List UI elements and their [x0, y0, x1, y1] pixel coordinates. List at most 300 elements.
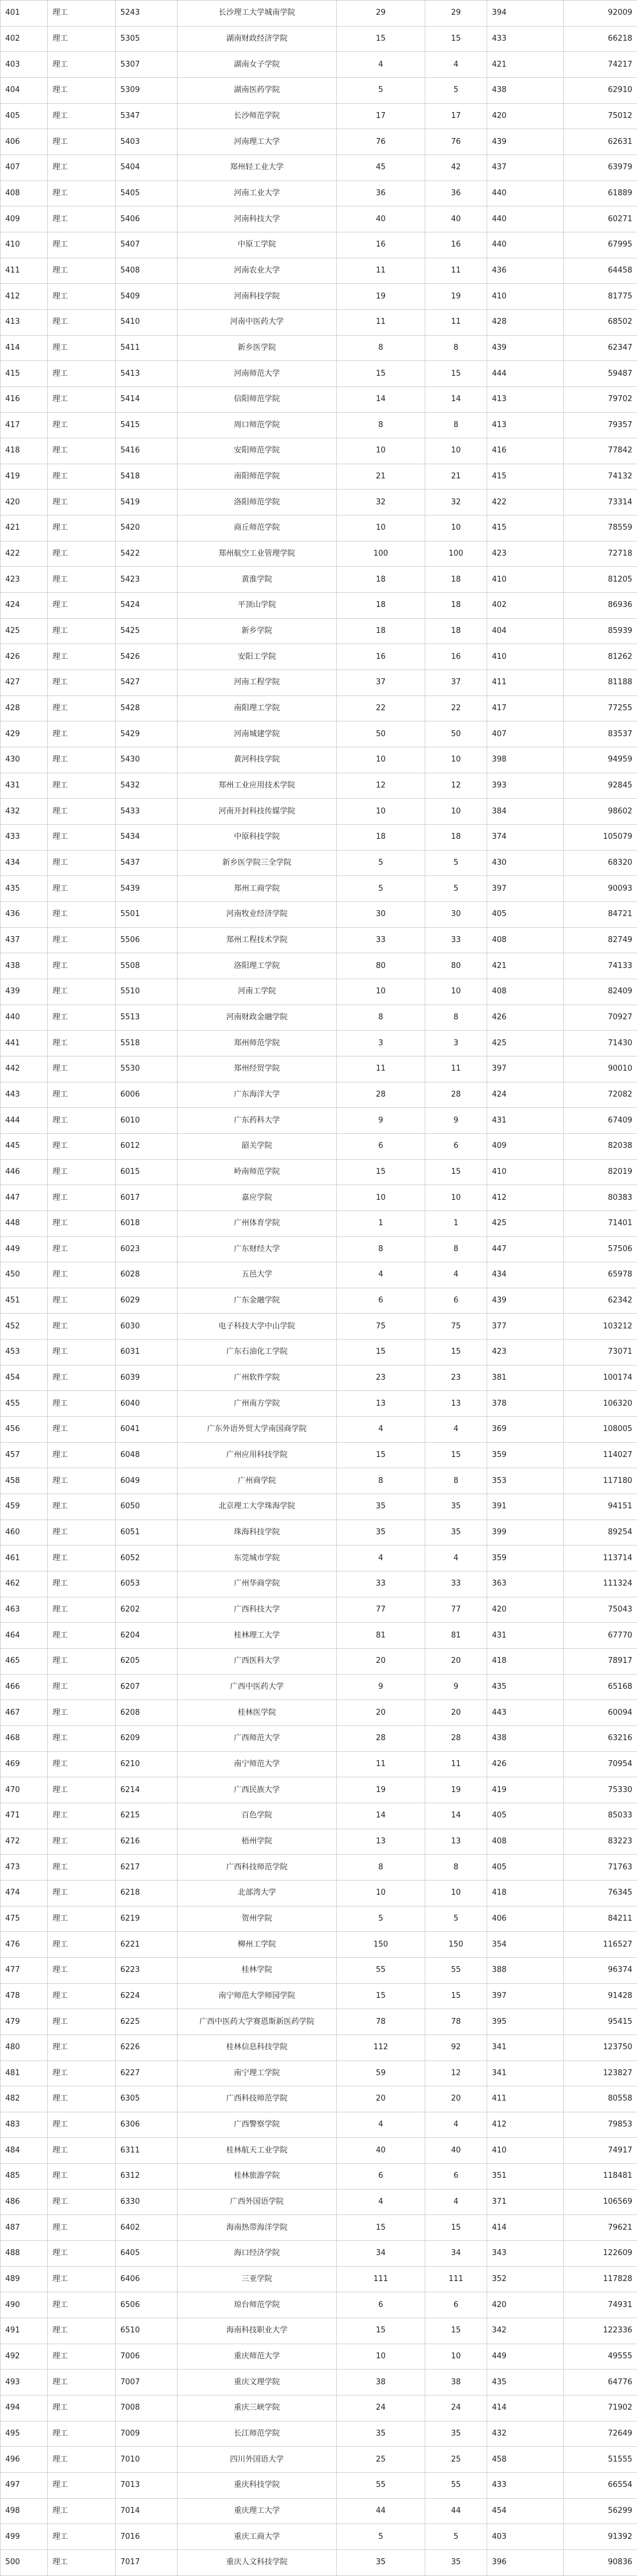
row-index-cell: 428 [1, 695, 48, 721]
table-row [1, 155, 637, 181]
row-index-cell: 438 [1, 953, 48, 979]
plan-count-cell: 10 [337, 1880, 425, 1906]
min-rank-cell: 79357 [564, 412, 637, 438]
row-index-cell: 473 [1, 1855, 48, 1881]
min-rank-cell: 56299 [564, 2498, 637, 2524]
school-code-cell: 5437 [116, 850, 178, 876]
school-code-cell: 7010 [116, 2447, 178, 2473]
admitted-count-cell: 6 [425, 1288, 487, 1314]
admitted-count-cell: 13 [425, 1829, 487, 1855]
plan-count-cell: 18 [337, 593, 425, 619]
school-name-cell: 电子科技大学中山学院 [178, 1314, 337, 1340]
admitted-count-cell: 18 [425, 567, 487, 593]
table-row [1, 593, 637, 619]
category-cell: 理工 [48, 1674, 116, 1700]
table-row [1, 2447, 637, 2473]
category-cell: 理工 [48, 2009, 116, 2035]
school-code-cell: 5513 [116, 1005, 178, 1031]
admitted-count-cell: 1 [425, 1210, 487, 1236]
row-index-cell: 417 [1, 412, 48, 438]
admitted-count-cell: 40 [425, 2138, 487, 2164]
table-row [1, 2112, 637, 2138]
min-score-cell: 354 [487, 1932, 564, 1958]
min-score-cell: 426 [487, 1751, 564, 1777]
school-code-cell: 5432 [116, 773, 178, 799]
school-name-cell: 长沙理工大学城南学院 [178, 1, 337, 27]
plan-count-cell: 9 [337, 1674, 425, 1700]
plan-count-cell: 8 [337, 1236, 425, 1262]
admitted-count-cell: 4 [425, 52, 487, 78]
category-cell: 理工 [48, 2060, 116, 2086]
school-code-cell: 5428 [116, 695, 178, 721]
category-cell: 理工 [48, 2189, 116, 2215]
table-row [1, 386, 637, 412]
school-code-cell: 7006 [116, 2344, 178, 2370]
row-index-cell: 498 [1, 2498, 48, 2524]
min-score-cell: 432 [487, 2421, 564, 2447]
table-row [1, 52, 637, 78]
category-cell: 理工 [48, 1340, 116, 1366]
table-body [1, 1, 637, 2576]
min-score-cell: 439 [487, 129, 564, 155]
school-code-cell: 6202 [116, 1597, 178, 1623]
school-name-cell: 广西中医药大学赛恩斯新医药学院 [178, 2009, 337, 2035]
min-rank-cell: 72718 [564, 541, 637, 567]
min-score-cell: 433 [487, 2473, 564, 2499]
min-score-cell: 359 [487, 1442, 564, 1468]
plan-count-cell: 35 [337, 1494, 425, 1520]
plan-count-cell: 16 [337, 232, 425, 258]
category-cell: 理工 [48, 670, 116, 696]
school-name-cell: 河南开封科技传媒学院 [178, 799, 337, 825]
min-rank-cell: 82038 [564, 1133, 637, 1159]
plan-count-cell: 10 [337, 799, 425, 825]
min-score-cell: 438 [487, 77, 564, 103]
school-code-cell: 5510 [116, 979, 178, 1005]
admitted-count-cell: 5 [425, 850, 487, 876]
table-row [1, 825, 637, 851]
admitted-count-cell: 8 [425, 1855, 487, 1881]
row-index-cell: 403 [1, 52, 48, 78]
category-cell: 理工 [48, 2034, 116, 2060]
admitted-count-cell: 34 [425, 2241, 487, 2267]
school-code-cell: 6204 [116, 1623, 178, 1649]
admitted-count-cell: 10 [425, 799, 487, 825]
plan-count-cell: 32 [337, 490, 425, 516]
category-cell: 理工 [48, 2421, 116, 2447]
plan-count-cell: 11 [337, 258, 425, 284]
admitted-count-cell: 50 [425, 721, 487, 747]
category-cell: 理工 [48, 1649, 116, 1675]
row-index-cell: 488 [1, 2241, 48, 2267]
category-cell: 理工 [48, 1314, 116, 1340]
plan-count-cell: 15 [337, 26, 425, 52]
category-cell: 理工 [48, 1262, 116, 1288]
min-score-cell: 434 [487, 1262, 564, 1288]
table-row [1, 2189, 637, 2215]
plan-count-cell: 55 [337, 2473, 425, 2499]
min-score-cell: 402 [487, 593, 564, 619]
row-index-cell: 464 [1, 1623, 48, 1649]
school-name-cell: 南宁师范大学师园学院 [178, 1983, 337, 2009]
min-rank-cell: 79702 [564, 386, 637, 412]
plan-count-cell: 12 [337, 773, 425, 799]
category-cell: 理工 [48, 2164, 116, 2190]
category-cell: 理工 [48, 1108, 116, 1134]
category-cell: 理工 [48, 258, 116, 284]
row-index-cell: 499 [1, 2524, 48, 2550]
category-cell: 理工 [48, 2112, 116, 2138]
plan-count-cell: 15 [337, 1340, 425, 1366]
min-rank-cell: 79621 [564, 2215, 637, 2241]
admitted-count-cell: 33 [425, 927, 487, 953]
admitted-count-cell: 13 [425, 1391, 487, 1417]
plan-count-cell: 38 [337, 2370, 425, 2395]
category-cell: 理工 [48, 593, 116, 619]
school-name-cell: 河南中医药大学 [178, 309, 337, 335]
category-cell: 理工 [48, 2266, 116, 2292]
school-code-cell: 6041 [116, 1417, 178, 1443]
row-index-cell: 471 [1, 1803, 48, 1829]
school-code-cell: 5407 [116, 232, 178, 258]
school-name-cell: 桂林信息科技学院 [178, 2034, 337, 2060]
category-cell: 理工 [48, 1855, 116, 1881]
school-name-cell: 黄河科技学院 [178, 747, 337, 773]
admitted-count-cell: 15 [425, 26, 487, 52]
row-index-cell: 495 [1, 2421, 48, 2447]
min-rank-cell: 67409 [564, 1108, 637, 1134]
admitted-count-cell: 33 [425, 1571, 487, 1597]
table-row [1, 721, 637, 747]
row-index-cell: 433 [1, 825, 48, 851]
category-cell: 理工 [48, 1906, 116, 1932]
table-row [1, 953, 637, 979]
row-index-cell: 494 [1, 2395, 48, 2421]
min-score-cell: 405 [487, 901, 564, 927]
min-rank-cell: 60271 [564, 206, 637, 232]
table-row [1, 2549, 637, 2575]
school-code-cell: 5422 [116, 541, 178, 567]
table-row [1, 1674, 637, 1700]
plan-count-cell: 59 [337, 2060, 425, 2086]
min-score-cell: 352 [487, 2266, 564, 2292]
school-code-cell: 6223 [116, 1957, 178, 1983]
table-row [1, 1803, 637, 1829]
min-rank-cell: 89254 [564, 1520, 637, 1545]
table-row [1, 1725, 637, 1751]
min-score-cell: 428 [487, 309, 564, 335]
min-rank-cell: 84721 [564, 901, 637, 927]
school-code-cell: 6312 [116, 2164, 178, 2190]
min-rank-cell: 60094 [564, 1700, 637, 1726]
min-score-cell: 353 [487, 1468, 564, 1494]
plan-count-cell: 8 [337, 1005, 425, 1031]
min-rank-cell: 81262 [564, 644, 637, 670]
admitted-count-cell: 11 [425, 258, 487, 284]
category-cell: 理工 [48, 1494, 116, 1520]
school-name-cell: 河南师范大学 [178, 361, 337, 387]
min-rank-cell: 71902 [564, 2395, 637, 2421]
table-row [1, 490, 637, 516]
school-code-cell: 6017 [116, 1185, 178, 1211]
admitted-count-cell: 100 [425, 541, 487, 567]
table-row [1, 1159, 637, 1185]
plan-count-cell: 19 [337, 1777, 425, 1803]
table-row [1, 103, 637, 129]
row-index-cell: 496 [1, 2447, 48, 2473]
table-row [1, 1932, 637, 1958]
min-score-cell: 421 [487, 52, 564, 78]
table-row [1, 1, 637, 27]
school-name-cell: 岭南师范学院 [178, 1159, 337, 1185]
category-cell: 理工 [48, 2344, 116, 2370]
category-cell: 理工 [48, 2473, 116, 2499]
school-code-cell: 6216 [116, 1829, 178, 1855]
table-row [1, 1700, 637, 1726]
row-index-cell: 429 [1, 721, 48, 747]
admitted-count-cell: 23 [425, 1365, 487, 1391]
school-code-cell: 6030 [116, 1314, 178, 1340]
row-index-cell: 449 [1, 1236, 48, 1262]
school-code-cell: 7017 [116, 2549, 178, 2575]
school-code-cell: 5410 [116, 309, 178, 335]
plan-count-cell: 34 [337, 2241, 425, 2267]
table-row [1, 2498, 637, 2524]
row-index-cell: 479 [1, 2009, 48, 2035]
school-name-cell: 广西科技大学 [178, 1597, 337, 1623]
school-code-cell: 6015 [116, 1159, 178, 1185]
min-rank-cell: 81205 [564, 567, 637, 593]
row-index-cell: 454 [1, 1365, 48, 1391]
row-index-cell: 408 [1, 181, 48, 206]
category-cell: 理工 [48, 927, 116, 953]
plan-count-cell: 8 [337, 1855, 425, 1881]
row-index-cell: 477 [1, 1957, 48, 1983]
table-row [1, 181, 637, 206]
admitted-count-cell: 10 [425, 1185, 487, 1211]
min-rank-cell: 86936 [564, 593, 637, 619]
category-cell: 理工 [48, 2318, 116, 2344]
table-row [1, 2266, 637, 2292]
min-rank-cell: 117828 [564, 2266, 637, 2292]
min-rank-cell: 74931 [564, 2292, 637, 2318]
category-cell: 理工 [48, 1957, 116, 1983]
min-score-cell: 420 [487, 103, 564, 129]
school-code-cell: 6040 [116, 1391, 178, 1417]
school-name-cell: 河南工业大学 [178, 181, 337, 206]
plan-count-cell: 4 [337, 2112, 425, 2138]
school-name-cell: 河南财政金融学院 [178, 1005, 337, 1031]
table-row [1, 1365, 637, 1391]
min-rank-cell: 117180 [564, 1468, 637, 1494]
school-code-cell: 5415 [116, 412, 178, 438]
min-rank-cell: 90836 [564, 2549, 637, 2575]
school-name-cell: 河南工程学院 [178, 670, 337, 696]
category-cell: 理工 [48, 335, 116, 361]
admitted-count-cell: 28 [425, 1082, 487, 1108]
school-name-cell: 广西科技师范学院 [178, 2086, 337, 2112]
min-score-cell: 410 [487, 644, 564, 670]
school-name-cell: 重庆三峡学院 [178, 2395, 337, 2421]
admitted-count-cell: 77 [425, 1597, 487, 1623]
school-code-cell: 6219 [116, 1906, 178, 1932]
school-code-cell: 5430 [116, 747, 178, 773]
school-name-cell: 湖南医药学院 [178, 77, 337, 103]
admitted-count-cell: 40 [425, 206, 487, 232]
category-cell: 理工 [48, 1623, 116, 1649]
admitted-count-cell: 35 [425, 2421, 487, 2447]
min-rank-cell: 49555 [564, 2344, 637, 2370]
school-code-cell: 5433 [116, 799, 178, 825]
school-name-cell: 广西科技师范学院 [178, 1855, 337, 1881]
row-index-cell: 465 [1, 1649, 48, 1675]
table-row [1, 1623, 637, 1649]
admitted-count-cell: 20 [425, 1649, 487, 1675]
school-name-cell: 北部湾大学 [178, 1880, 337, 1906]
category-cell: 理工 [48, 516, 116, 542]
min-score-cell: 419 [487, 1777, 564, 1803]
plan-count-cell: 5 [337, 850, 425, 876]
min-score-cell: 426 [487, 1005, 564, 1031]
min-score-cell: 408 [487, 979, 564, 1005]
table-row [1, 799, 637, 825]
admitted-count-cell: 78 [425, 2009, 487, 2035]
table-row [1, 1262, 637, 1288]
min-rank-cell: 78917 [564, 1649, 637, 1675]
min-score-cell: 414 [487, 2395, 564, 2421]
min-rank-cell: 64776 [564, 2370, 637, 2395]
admitted-count-cell: 18 [425, 618, 487, 644]
min-score-cell: 363 [487, 1571, 564, 1597]
plan-count-cell: 8 [337, 1468, 425, 1494]
min-score-cell: 436 [487, 258, 564, 284]
category-cell: 理工 [48, 103, 116, 129]
row-index-cell: 463 [1, 1597, 48, 1623]
category-cell: 理工 [48, 1700, 116, 1726]
school-code-cell: 5419 [116, 490, 178, 516]
school-code-cell: 6405 [116, 2241, 178, 2267]
school-name-cell: 郑州轻工业大学 [178, 155, 337, 181]
admitted-count-cell: 14 [425, 1803, 487, 1829]
admitted-count-cell: 25 [425, 2447, 487, 2473]
admitted-count-cell: 6 [425, 1133, 487, 1159]
row-index-cell: 441 [1, 1031, 48, 1056]
row-index-cell: 492 [1, 2344, 48, 2370]
row-index-cell: 409 [1, 206, 48, 232]
school-name-cell: 安阳师范学院 [178, 438, 337, 464]
min-rank-cell: 90093 [564, 876, 637, 902]
min-rank-cell: 70927 [564, 1005, 637, 1031]
min-rank-cell: 105079 [564, 825, 637, 851]
school-code-cell: 5307 [116, 52, 178, 78]
row-index-cell: 484 [1, 2138, 48, 2164]
school-code-cell: 7009 [116, 2421, 178, 2447]
table-row [1, 1880, 637, 1906]
admitted-count-cell: 76 [425, 129, 487, 155]
min-score-cell: 439 [487, 1288, 564, 1314]
school-name-cell: 重庆人文科技学院 [178, 2549, 337, 2575]
school-code-cell: 6402 [116, 2215, 178, 2241]
school-code-cell: 5423 [116, 567, 178, 593]
school-name-cell: 广西中医药大学 [178, 1674, 337, 1700]
row-index-cell: 411 [1, 258, 48, 284]
admitted-count-cell: 29 [425, 1, 487, 27]
plan-count-cell: 19 [337, 284, 425, 310]
school-name-cell: 南阳理工学院 [178, 695, 337, 721]
row-index-cell: 466 [1, 1674, 48, 1700]
min-rank-cell: 74132 [564, 464, 637, 490]
row-index-cell: 483 [1, 2112, 48, 2138]
plan-count-cell: 6 [337, 1288, 425, 1314]
category-cell: 理工 [48, 773, 116, 799]
admitted-count-cell: 11 [425, 309, 487, 335]
school-name-cell: 北京理工大学珠海学院 [178, 1494, 337, 1520]
category-cell: 理工 [48, 876, 116, 902]
min-score-cell: 359 [487, 1545, 564, 1571]
min-rank-cell: 73314 [564, 490, 637, 516]
school-code-cell: 5309 [116, 77, 178, 103]
min-rank-cell: 68502 [564, 309, 637, 335]
table-row [1, 438, 637, 464]
admitted-count-cell: 15 [425, 361, 487, 387]
category-cell: 理工 [48, 1880, 116, 1906]
school-name-cell: 重庆文理学院 [178, 2370, 337, 2395]
school-code-cell: 7008 [116, 2395, 178, 2421]
table-row [1, 1340, 637, 1366]
table-row [1, 129, 637, 155]
school-name-cell: 桂林旅游学院 [178, 2164, 337, 2190]
min-rank-cell: 91428 [564, 1983, 637, 2009]
min-score-cell: 431 [487, 1108, 564, 1134]
admitted-count-cell: 15 [425, 2318, 487, 2344]
school-code-cell: 7007 [116, 2370, 178, 2395]
row-index-cell: 426 [1, 644, 48, 670]
min-rank-cell: 74133 [564, 953, 637, 979]
admitted-count-cell: 16 [425, 644, 487, 670]
admitted-count-cell: 4 [425, 1545, 487, 1571]
row-index-cell: 482 [1, 2086, 48, 2112]
plan-count-cell: 4 [337, 2189, 425, 2215]
min-rank-cell: 94959 [564, 747, 637, 773]
table-row [1, 567, 637, 593]
school-name-cell: 广西民族大学 [178, 1777, 337, 1803]
min-rank-cell: 81188 [564, 670, 637, 696]
table-row [1, 979, 637, 1005]
school-name-cell: 洛阳理工学院 [178, 953, 337, 979]
min-score-cell: 422 [487, 490, 564, 516]
school-name-cell: 嘉应学院 [178, 1185, 337, 1211]
category-cell: 理工 [48, 2370, 116, 2395]
min-rank-cell: 82019 [564, 1159, 637, 1185]
category-cell: 理工 [48, 438, 116, 464]
admitted-count-cell: 16 [425, 232, 487, 258]
admitted-count-cell: 4 [425, 2189, 487, 2215]
admitted-count-cell: 35 [425, 2549, 487, 2575]
min-score-cell: 398 [487, 747, 564, 773]
min-score-cell: 369 [487, 1417, 564, 1443]
row-index-cell: 475 [1, 1906, 48, 1932]
min-score-cell: 449 [487, 2344, 564, 2370]
row-index-cell: 437 [1, 927, 48, 953]
table-row [1, 2473, 637, 2499]
school-code-cell: 5414 [116, 386, 178, 412]
school-name-cell: 广西师范大学 [178, 1725, 337, 1751]
min-rank-cell: 70954 [564, 1751, 637, 1777]
min-rank-cell: 122336 [564, 2318, 637, 2344]
plan-count-cell: 44 [337, 2498, 425, 2524]
min-score-cell: 435 [487, 2370, 564, 2395]
plan-count-cell: 4 [337, 1545, 425, 1571]
